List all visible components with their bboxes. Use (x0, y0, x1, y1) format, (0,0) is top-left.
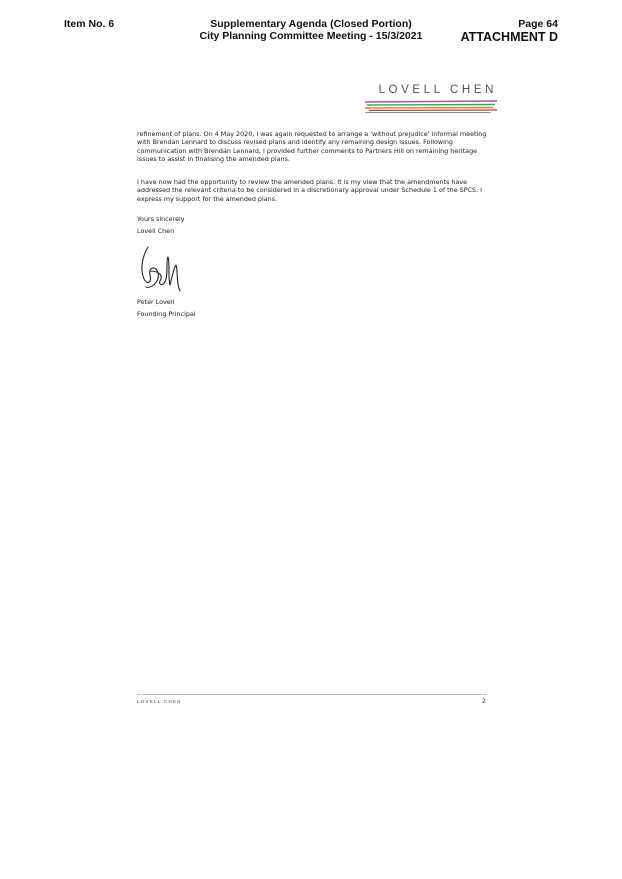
letter-paragraph-2: I have now had the opportunity to review the amended plans. It is my view that the amendments have addressed the relevant criteria to be considered in a discretionary approval under Schedule 1 of the SPCS. I express my support for the amended plans. (137, 178, 483, 203)
signer-block (137, 298, 487, 323)
letter-closing (137, 215, 487, 240)
logo-text: LOVELL CHEN (378, 84, 497, 96)
attachment-label: ATTACHMENT D (460, 30, 558, 44)
footer-firm: LOVELL CHEN (137, 699, 182, 704)
signer-name: Peter Lovell (137, 298, 175, 306)
item-number: Item No. 6 (64, 18, 115, 30)
lovell-chen-logo (365, 84, 497, 114)
signer-title: Founding Principal (137, 310, 196, 319)
meeting-title: City Planning Committee Meeting - 15/3/2021 (199, 30, 423, 42)
page-header-right (461, 18, 558, 44)
agenda-header (180, 18, 442, 42)
letter-paragraph-1: refinement of plans. On 4 May 2020, I was again requested to arrange a 'without prejudice' informal meeting with Brendan Lennard to discuss revised plans and identify any remaining design issues. Following communication with Brendan Lennard, I provided further comments to Partners Hill on remaining heritage issues to assist in finalising the amended plans. (137, 130, 487, 164)
closing-firm: Lovell Chen (137, 227, 175, 236)
logo-stripes-icon (365, 98, 497, 114)
closing-salutation: Yours sincerely (137, 215, 185, 223)
footer-divider (137, 694, 487, 695)
page-number: Page 64 (518, 18, 558, 30)
agenda-title: Supplementary Agenda (Closed Portion) (210, 18, 412, 30)
signature-icon (138, 245, 184, 293)
footer-page-number: 2 (482, 698, 486, 705)
